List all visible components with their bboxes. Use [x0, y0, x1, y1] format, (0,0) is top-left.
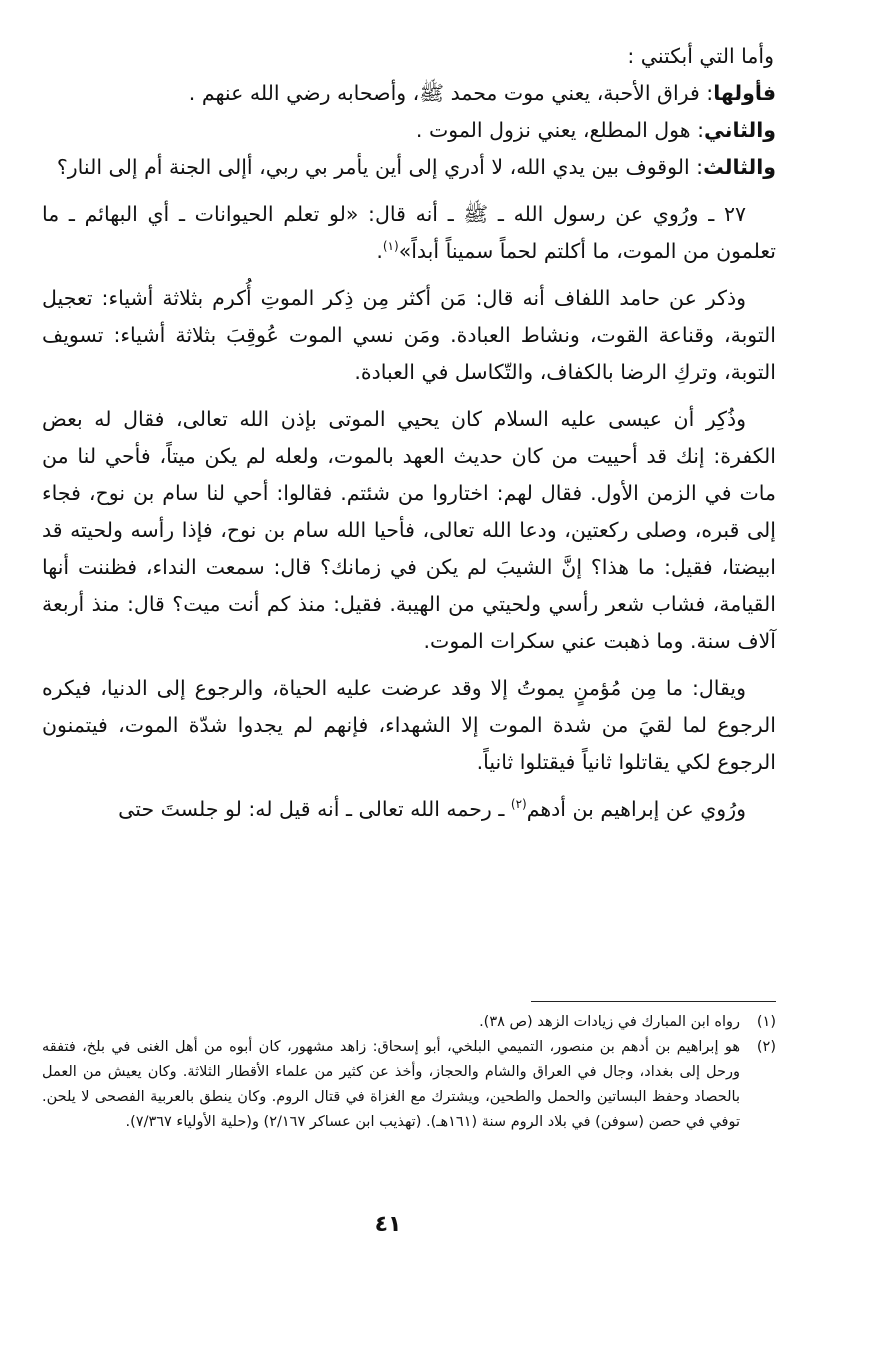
footnotes	[42, 1010, 776, 1135]
hamid-text: وذكر عن حامد اللفاف أنه قال: مَن أكثر مِن ذِكر الموتِ أُكرم بثلاثة أشياء: تعجيل التوبة، وقناعة القوت، ونشاط العبادة. ومَن نسي الموت عُوقِبَ بثلاثة أشياء: تسويف التوبة، وتركِ الرضا بالكفاف، والتّكاسل في العبادة.	[42, 286, 776, 384]
first-text: : فراق الأحبة، يعني موت محمد ﷺ، وأصحابه رضي الله عنهم .	[188, 81, 714, 105]
second-text: : هول المطلع، يعني نزول الموت .	[415, 118, 705, 142]
first-label: فأولها	[713, 81, 776, 105]
third-text: : الوقوف بين يدي الله، لا أدري إلى أين يأمر بي ربي، أإلى الجنة أم إلى النار؟	[56, 155, 704, 179]
page-number: ٤١	[374, 1212, 402, 1237]
main-text	[42, 38, 776, 838]
paragraph-what-made-me-cry	[42, 38, 776, 186]
hadith-text: ٢٧ ـ ورُوي عن رسول الله ـ ﷺ ـ أنه قال: «لو تعلم الحيوانات ـ أي البهائم ـ ما تعلمون من الموت، ما أكلتم لحماً سميناً أبداً»	[42, 202, 776, 263]
footnote-number: (٢)	[756, 1039, 776, 1055]
ibrahim-text-start: ورُوي عن إبراهيم بن أدهم	[526, 797, 746, 821]
third-label: والثالث	[703, 155, 776, 179]
footnote-ref-1[interactable]: (١)	[382, 239, 399, 254]
footnote-2	[42, 1035, 776, 1135]
footnote-ref-2[interactable]: (٢)	[510, 797, 527, 812]
footnote-separator	[531, 1001, 776, 1002]
paragraph-ibrahim-adham	[42, 791, 776, 828]
paragraph-hamid-allaffaf	[42, 280, 776, 391]
footnote-1	[42, 1010, 776, 1035]
intro-line: وأما التي أبكتني :	[627, 44, 774, 68]
footnote-number: (١)	[756, 1014, 776, 1030]
paragraph-believer-death	[42, 670, 776, 781]
second-label: والثاني	[704, 118, 776, 142]
ibrahim-text-end: ـ رحمه الله تعالى ـ أنه قيل له: لو جلستَ حتى	[118, 797, 511, 821]
believer-text: ويقال: ما مِن مُؤمنٍ يموتُ إلا وقد عرضت عليه الحياة، والرجوع إلى الدنيا، فيكره الرجوع لما لقيَ من شدة الموت إلا الشهداء، فإنهم لم يجدوا شدّة الموت، فيتمنون الرجوع لكي يقاتلوا ثانياً فيقتلوا ثانياً.	[42, 676, 776, 774]
isa-text: وذُكِر أن عيسى عليه السلام كان يحيي الموتى بإذن الله تعالى، فقال له بعض الكفرة: إنك قد أحييت من كان حديث العهد بالموت، ولعله لم يكن ميتاً، فأحي لنا من مات في الزمن الأول. فقال لهم: اختاروا من شئتم. فقالوا: أحي لنا سام بن نوح، فجاء إلى قبره، وصلى ركعتين، ودعا الله تعالى، فأحيا الله سام بن نوح، فإذا رأسه ولحيته قد ابيضتا، فقيل: ما هذا؟ إنَّ الشيبَ لم يكن في زمانك؟ قال: سمعت النداء، فظننت أنها القيامة، فشاب شعر رأسي ولحيتي من الهيبة. فقيل: منذ كم أنت ميت؟ قال: منذ أربعة آلاف سنة. وما ذهبت عني سكرات الموت.	[42, 407, 776, 653]
footnote-text: رواه ابن المبارك في زيادات الزهد (ص ٣٨).	[479, 1014, 740, 1030]
paragraph-isa-story	[42, 401, 776, 660]
paragraph-hadith-27: ٢٧ ـ ورُوي عن رسول الله ـ ﷺ ـ أنه قال: «لو تعلم الحيوانات ـ أي البهائم ـ ما تعلمون من الموت، ما أكلتم لحماً سميناً أبداً»$^{(١)}$.	[42, 202, 776, 263]
footnote-text: هو إبراهيم بن أدهم بن منصور، التميمي البلخي، أبو إسحاق: زاهد مشهور، كان أبوه من أهل الغنى في بلخ، فتفقه ورحل إلى بغداد، وجال في العراق والشام والحجاز، وأخذ عن كثير من علماء الأقطار الثلاثة. وكان يعيش من العمل بالحصاد وحفظ البساتين والحمل والطحين، ويشترك مع الغزاة في قتال الروم. وكان ينطق بالعربية الفصحى لا يلحن. توفي في حصن (سوفن) في بلاد الروم سنة (١٦١هـ). (تهذيب ابن عساكر ٢/١٦٧) و(حلية الأولياء ٧/٣٦٧).	[42, 1039, 740, 1130]
